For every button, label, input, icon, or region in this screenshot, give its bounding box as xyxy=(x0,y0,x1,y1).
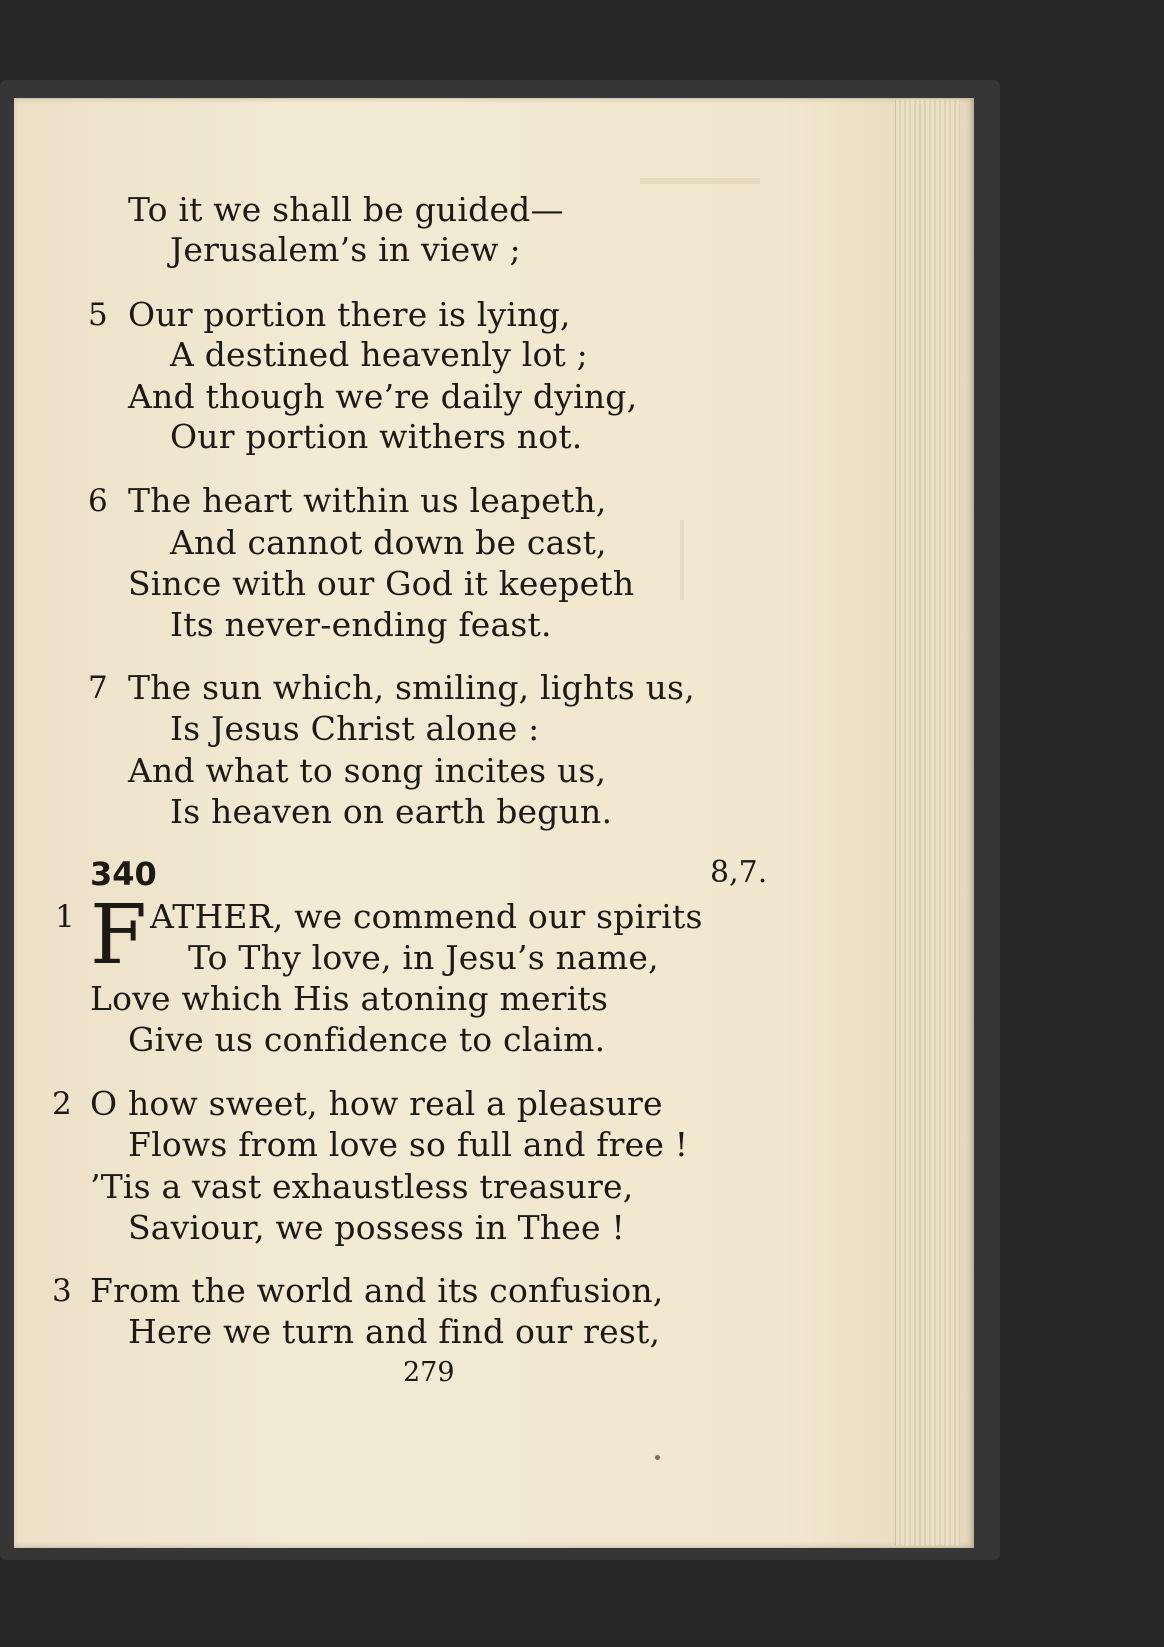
verse-line: And though we’re daily dying, xyxy=(128,377,638,416)
verse-line: A destined heavenly lot ; xyxy=(170,335,588,374)
page-edges xyxy=(895,100,960,1545)
verse-number: 7 xyxy=(88,670,108,706)
verse-line: Here we turn and find our rest, xyxy=(128,1312,661,1351)
verse-line: Its never-ending feast. xyxy=(170,605,552,644)
verse-line: Flows from love so full and free ! xyxy=(128,1125,689,1164)
verse-line: From the world and its confusion, xyxy=(90,1271,664,1310)
verse-line: Our portion there is lying, xyxy=(128,295,571,334)
verse-number: 5 xyxy=(88,297,108,333)
hymn-number: 340 xyxy=(90,855,157,893)
verse-line: ATHER, we commend our spirits xyxy=(150,897,703,936)
verse-line: Saviour, we possess in Thee ! xyxy=(128,1208,625,1247)
verse-line: O how sweet, how real a pleasure xyxy=(90,1084,663,1123)
hymn-meter: 8,7. xyxy=(710,855,768,890)
verse-line: And cannot down be cast, xyxy=(170,523,607,562)
verse-line: ’Tis a vast exhaustless treasure, xyxy=(90,1167,634,1206)
verse-line: Since with our God it keepeth xyxy=(128,564,635,603)
verse-line: To Thy love, in Jesu’s name, xyxy=(188,938,659,977)
verse-line: Is Jesus Christ alone : xyxy=(170,709,540,748)
verse-line: Give us confidence to claim. xyxy=(128,1020,606,1059)
verse-number: 6 xyxy=(88,483,108,519)
verse-line: The sun which, smiling, lights us, xyxy=(128,668,695,707)
ink-spot xyxy=(655,1455,660,1460)
verse-line: Is heaven on earth begun. xyxy=(170,792,613,831)
verse-number: 3 xyxy=(52,1273,72,1309)
verse-line: To it we shall be guided— xyxy=(128,190,564,229)
verse-number: 1 xyxy=(55,899,75,935)
verse-line: And what to song incites us, xyxy=(128,751,607,790)
verse-line: Love which His atoning merits xyxy=(90,979,609,1018)
verse-line: Our portion withers not. xyxy=(170,417,583,456)
drop-cap: F xyxy=(90,888,147,983)
verse-line: The heart within us leapeth, xyxy=(128,481,607,520)
verse-number: 2 xyxy=(52,1086,72,1122)
page-number: 279 xyxy=(403,1357,455,1388)
verse-line: Jerusalem’s in view ; xyxy=(170,230,521,269)
